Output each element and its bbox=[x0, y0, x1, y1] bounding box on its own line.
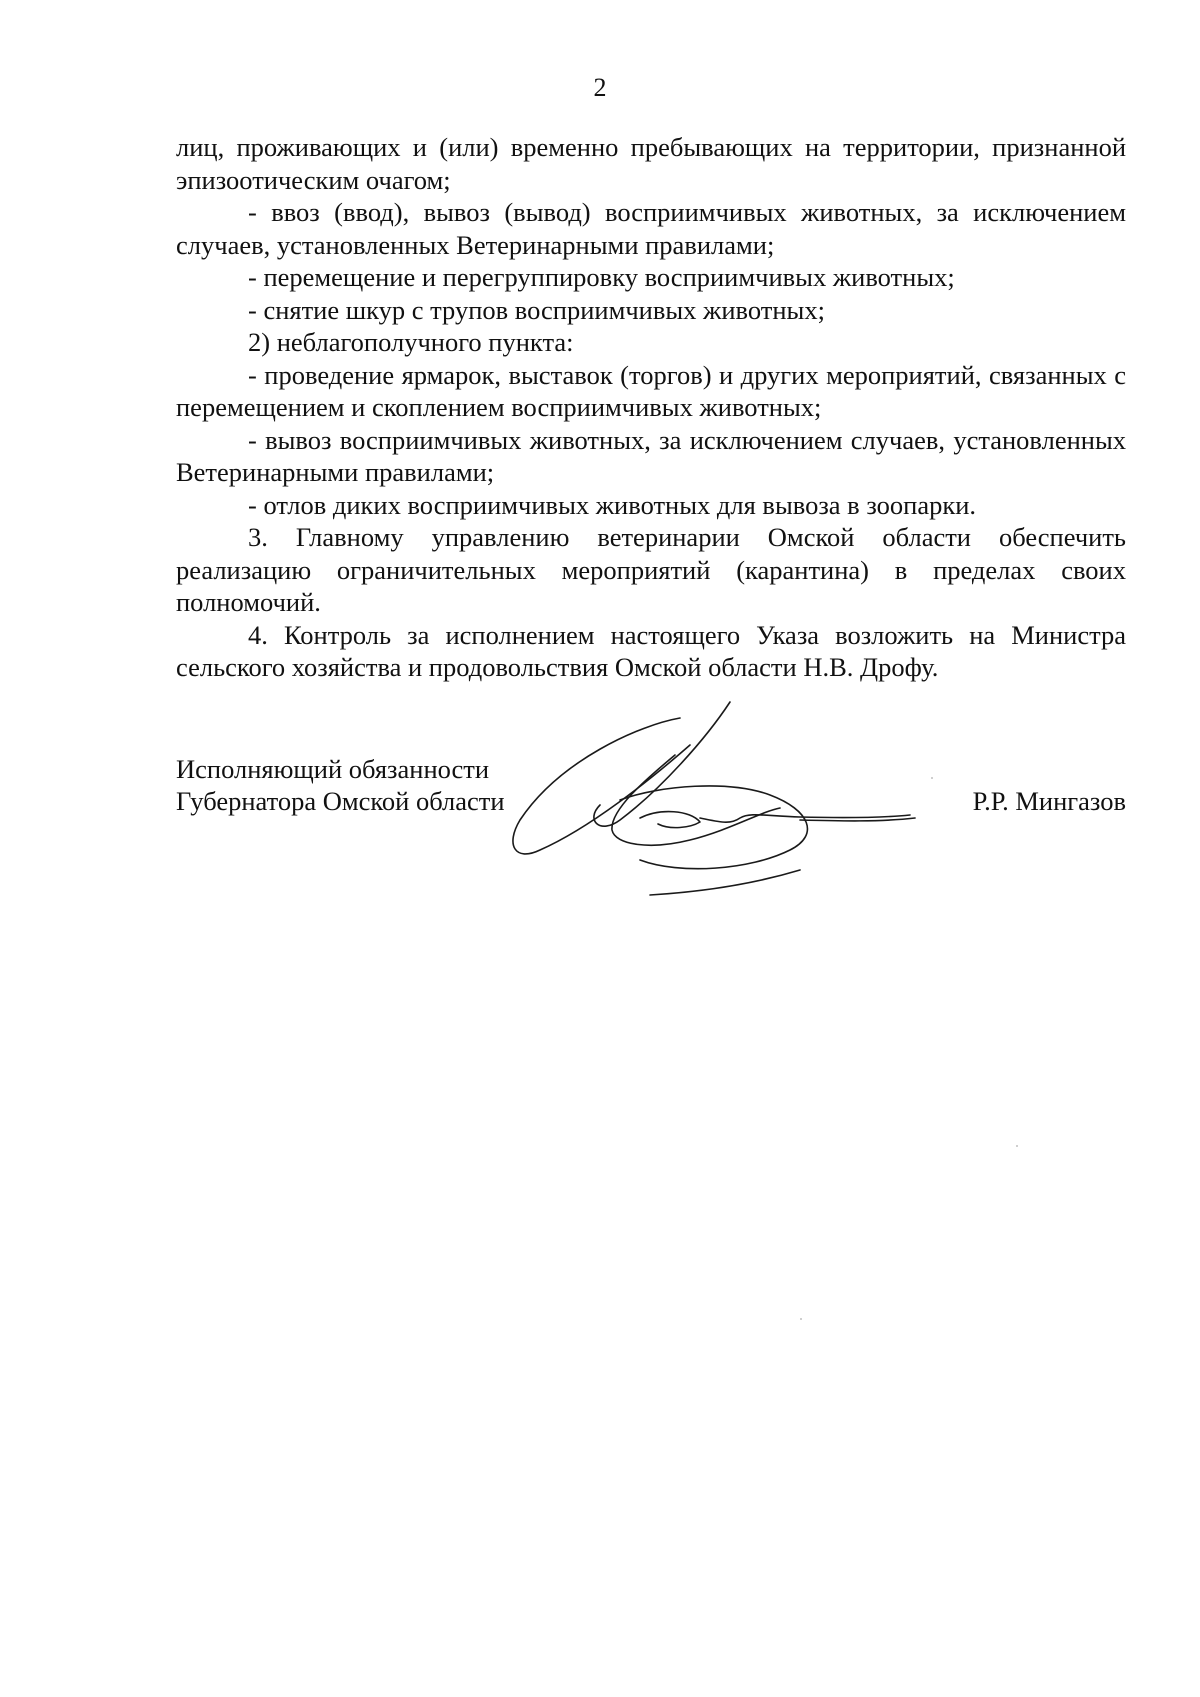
clause-3: 3. Главному управлению ветеринарии Омской области обеспечить реализацию ограничительных мероприятий (карантина) в пределах своих полномочий. bbox=[176, 522, 1126, 617]
scan-speck bbox=[1016, 1145, 1018, 1147]
list-item-fairs: - проведение ярмарок, выставок (торгов) и других мероприятий, связанных с перемещением и скоплением восприимчивых животных; bbox=[176, 359, 1126, 422]
scan-speck bbox=[931, 777, 933, 779]
list-item-import-export: - ввоз (ввод), вывоз (вывод) восприимчивых животных, за исключением случаев, установленных Ветеринарными правилами; bbox=[176, 197, 1126, 260]
signatory-name: Р.Р. Мингазов bbox=[972, 786, 1126, 816]
list-item-relocation: - перемещение и перегруппировку восприимчивых животных; bbox=[248, 262, 955, 292]
document-body bbox=[176, 131, 1126, 684]
page-number: 2 bbox=[593, 73, 607, 102]
handwritten-signature bbox=[500, 700, 950, 900]
section-heading-unfavorable-point: 2) неблагополучного пункта: bbox=[248, 327, 574, 357]
list-item-export: - вывоз восприимчивых животных, за исключением случаев, установленных Ветеринарными правилами; bbox=[176, 424, 1126, 487]
scan-speck bbox=[800, 1318, 802, 1320]
paragraph-continuation: лиц, проживающих и (или) временно пребывающих на территории, признанной эпизоотическим очагом; bbox=[176, 132, 1126, 195]
signatory-title-line-2: Губернатора Омской области bbox=[176, 786, 505, 816]
list-item-wild-animals: - отлов диких восприимчивых животных для вывоза в зоопарки. bbox=[248, 489, 977, 520]
signatory-title-line-1: Исполняющий обязанности bbox=[176, 754, 490, 784]
clause-4: 4. Контроль за исполнением настоящего Указа возложить на Министра сельского хозяйства и продовольствия Омской области Н.В. Дрофу. bbox=[176, 619, 1126, 682]
list-item-skinning: - снятие шкур с трупов восприимчивых животных; bbox=[248, 294, 825, 325]
